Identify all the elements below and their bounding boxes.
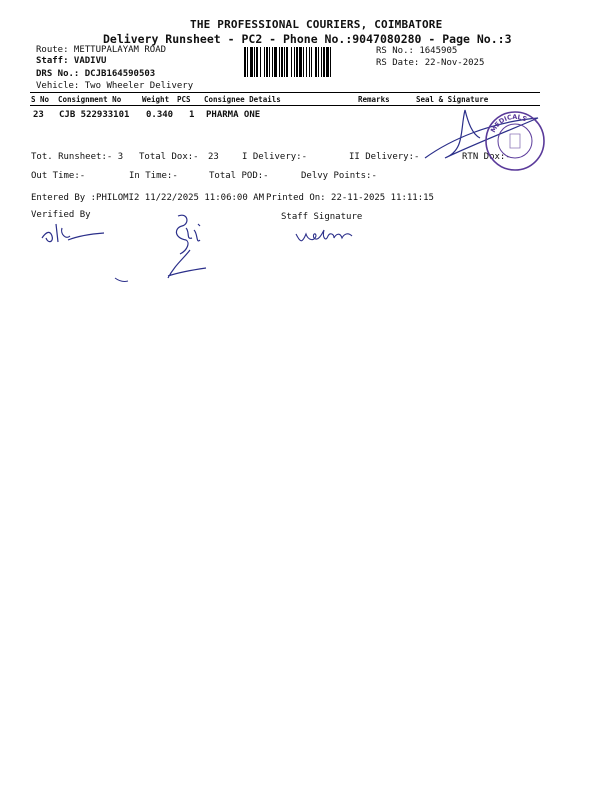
svg-text:MEDICALS [489, 113, 528, 134]
barcode-bar [244, 47, 246, 77]
barcode-bar [323, 47, 325, 77]
barcode-bar [284, 47, 285, 77]
barcode-bar [264, 47, 265, 77]
vehicle-field: Vehicle: Two Wheeler Delivery [36, 81, 194, 91]
barcode-bar [260, 47, 261, 77]
barcode-bar [294, 47, 295, 77]
drs-field: DRS No.: DCJB164590503 [36, 69, 156, 79]
delvy-points: Delvy Points:- [301, 171, 377, 181]
col-header-sno: S No [31, 95, 50, 104]
col-header-seal-signature: Seal & Signature [416, 95, 489, 104]
barcode-bar [256, 47, 258, 77]
runsheet-title: Delivery Runsheet - PC2 - Phone No.:9047080280 - Page No.:3 [103, 32, 512, 46]
barcode-bar [274, 47, 277, 77]
staff-signature [292, 222, 362, 248]
i-delivery: I Delivery:- [242, 152, 308, 162]
row-weight: 0.340 [146, 110, 174, 120]
rs-number: RS No.: 1645905 [376, 46, 458, 56]
barcode-bar [315, 47, 317, 77]
col-header-consignment: Consignment No [58, 95, 122, 104]
col-header-weight: Weight [142, 95, 170, 104]
rtn-dox: RTN Dox:- [462, 152, 511, 162]
row-consignee: PHARMA ONE [206, 110, 261, 120]
barcode-bar [279, 47, 280, 77]
company-name: THE PROFESSIONAL COURIERS, COIMBATORE [190, 18, 443, 31]
barcode-bar [272, 47, 273, 77]
staff-field: Staff: VADIVU [36, 56, 107, 66]
tot-runsheet: Tot. Runsheet:- 3 [31, 152, 124, 162]
barcode-bar [318, 47, 319, 77]
barcode-bar [326, 47, 329, 77]
verified-by-label: Verified By [31, 210, 91, 220]
barcode-bar [281, 47, 283, 77]
barcode-image [244, 47, 372, 77]
barcode-bar [306, 47, 307, 77]
barcode-bar [286, 47, 288, 77]
row-pcs: 1 [189, 110, 195, 120]
barcode-bar [303, 47, 304, 77]
rs-date: RS Date: 22-Nov-2025 [376, 58, 485, 68]
col-header-pcs: PCS [177, 95, 191, 104]
col-header-consignee: Consignee Details [204, 95, 281, 104]
col-header-remarks: Remarks [358, 95, 390, 104]
barcode-bar [330, 47, 331, 77]
entered-by: Entered By :PHILOMI2 11/22/2025 11:06:00 AM [31, 193, 264, 203]
barcode-bar [254, 47, 255, 77]
in-time: In Time:- [129, 171, 178, 181]
table-top-rule [30, 92, 540, 93]
stamp-text: MEDICALS [489, 112, 529, 135]
total-dox-label: Total Dox:- [139, 152, 199, 162]
barcode-bar [309, 47, 310, 77]
staff-signature-label: Staff Signature [281, 212, 363, 222]
barcode-bar [291, 47, 292, 77]
verifier-signature-2 [160, 210, 212, 282]
barcode-bar [296, 47, 298, 77]
ii-delivery: II Delivery:- [349, 152, 420, 162]
out-time: Out Time:- [31, 171, 86, 181]
row-consignment: CJB 522933101 [59, 110, 130, 120]
stray-mark [114, 276, 130, 284]
barcode-bar [247, 47, 248, 77]
verifier-signature [38, 216, 110, 248]
barcode-bar [321, 47, 322, 77]
row-sno: 23 [33, 110, 44, 120]
total-pod: Total POD:- [209, 171, 269, 181]
barcode-bar [266, 47, 268, 77]
barcode-bar [250, 47, 253, 77]
total-dox-value: 23 [208, 152, 219, 162]
printed-on: Printed On: 22-11-2025 11:11:15 [266, 193, 434, 203]
seal-stamp [484, 110, 546, 172]
barcode-bar [299, 47, 302, 77]
barcode-bar [311, 47, 312, 77]
barcode-bar [269, 47, 270, 77]
route-field: Route: METTUPALAYAM ROAD [36, 45, 167, 55]
